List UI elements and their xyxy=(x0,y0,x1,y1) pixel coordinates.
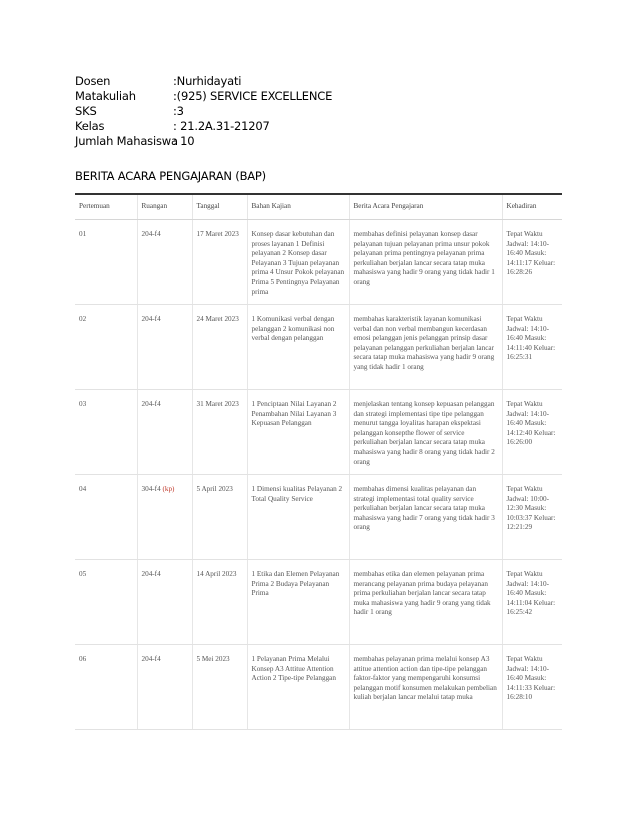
matakuliah-row xyxy=(75,89,332,104)
matakuliah-value: :(925) SERVICE EXCELLENCE xyxy=(173,89,333,103)
sks-label: SKS xyxy=(75,104,97,118)
cell-bahan-kajian: 1 Dimensi kualitas Pelayanan 2 Total Quality Service xyxy=(247,475,349,560)
ruangan-value: 204-f4 xyxy=(141,570,161,578)
kelas-row xyxy=(75,119,332,134)
cell-pertemuan: 05 xyxy=(75,560,137,645)
ruangan-value: 204-f4 xyxy=(141,230,161,238)
cell-kehadiran: Tepat Waktu Jadwal: 14:10-16:40 Masuk: 14:11:33 Keluar: 16:28:10 xyxy=(502,645,562,730)
dosen-value: :Nurhidayati xyxy=(173,74,242,88)
cell-kehadiran: Tepat Waktu Jadwal: 14:10-16:40 Masuk: 14:12:40 Keluar: 16:26:00 xyxy=(502,390,562,475)
matakuliah-label: Matakuliah xyxy=(75,89,136,103)
dosen-row xyxy=(75,74,332,89)
kelas-value: : 21.2A.31-21207 xyxy=(173,119,270,133)
cell-ruangan xyxy=(137,305,192,390)
cell-kehadiran: Tepat Waktu Jadwal: 14:10-16:40 Masuk: 14:11:40 Keluar: 16:25:31 xyxy=(502,305,562,390)
cell-pertemuan: 03 xyxy=(75,390,137,475)
cell-tanggal: 24 Maret 2023 xyxy=(192,305,247,390)
cell-tanggal: 17 Maret 2023 xyxy=(192,220,247,305)
cell-berita-acara: membahas karakteristik layanan komunikasi verbal dan non verbal membangun kecerdasan emosi pelanggan jenis pelanggan prinsip dasar pelayanan pelanggan perkuliahan berjalan lancar secara tatap muka mahasiswa yang hadir 9 orang yang tidak hadir 1 orang xyxy=(349,305,502,390)
table-row xyxy=(75,305,562,390)
bap-table xyxy=(75,193,562,730)
cell-pertemuan: 01 xyxy=(75,220,137,305)
table-row xyxy=(75,220,562,305)
ruangan-value: 204-f4 xyxy=(141,315,161,323)
ruangan-value: 204-f4 xyxy=(141,400,161,408)
jumlah-mahasiswa-row xyxy=(75,134,332,149)
cell-pertemuan: 02 xyxy=(75,305,137,390)
sks-row xyxy=(75,104,332,119)
table-header-row xyxy=(75,194,562,220)
cell-pertemuan: 04 xyxy=(75,475,137,560)
cell-kehadiran: Tepat Waktu Jadwal: 14:10-16:40 Masuk: 14:11:04 Keluar: 16:25:42 xyxy=(502,560,562,645)
cell-tanggal: 14 April 2023 xyxy=(192,560,247,645)
column-header-ruangan: Ruangan xyxy=(137,194,192,220)
table-row xyxy=(75,475,562,560)
cell-bahan-kajian: 1 Komunikasi verbal dengan pelanggan 2 komunikasi non verbal dengan pelanggan xyxy=(247,305,349,390)
table-row xyxy=(75,645,562,730)
sks-value: :3 xyxy=(173,104,184,118)
cell-bahan-kajian: 1 Pelayanan Prima Melalui Konsep A3 Attitue Attention Action 2 Tipe-tipe Pelanggan xyxy=(247,645,349,730)
ruangan-value: 304-f4 xyxy=(141,485,161,493)
cell-ruangan xyxy=(137,220,192,305)
dosen-label: Dosen xyxy=(75,74,111,88)
cell-tanggal: 31 Maret 2023 xyxy=(192,390,247,475)
cell-bahan-kajian: 1 Etika dan Elemen Pelayanan Prima 2 Budaya Pelayanan Prima xyxy=(247,560,349,645)
cell-tanggal: 5 Mei 2023 xyxy=(192,645,247,730)
section-title: BERITA ACARA PENGAJARAN (BAP) xyxy=(75,169,266,183)
ruangan-value: 204-f4 xyxy=(141,655,161,663)
course-info xyxy=(75,74,332,149)
jumlah-mahasiswa-value: : 10 xyxy=(173,134,195,148)
cell-pertemuan: 06 xyxy=(75,645,137,730)
cell-berita-acara: membahas definisi pelayanan konsep dasar pelayanan tujuan pelayanan prima unsur pokok pelayanan prima pentingnya pelayanan prima perkuliahan berjalan lancar secara tatap muka mahasiswa yang hadir 9 orang yang tidak hadir 1 orang xyxy=(349,220,502,305)
column-header-kehadiran: Kehadiran xyxy=(502,194,562,220)
column-header-bahan-kajian: Bahan Kajian xyxy=(247,194,349,220)
cell-ruangan xyxy=(137,390,192,475)
column-header-pertemuan: Pertemuan xyxy=(75,194,137,220)
column-header-tanggal: Tanggal xyxy=(192,194,247,220)
ruangan-note: (kp) xyxy=(162,485,175,493)
table-row xyxy=(75,390,562,475)
kelas-label: Kelas xyxy=(75,119,105,133)
cell-ruangan xyxy=(137,475,192,560)
cell-berita-acara: menjelaskan tentang konsep kepuasan pelanggan dan strategi implementasi tipe tipe pelanggan menurut tangga loyalitas harapan ekspektasi pelanggan konsepthe flower of service perkuliahan berjalan lancar secara tatap muka mahasiswa yang hadir 8 orang yang tidak hadir 2 orang xyxy=(349,390,502,475)
cell-kehadiran: Tepat Waktu Jadwal: 10:00-12:30 Masuk: 10:03:37 Keluar: 12:21:29 xyxy=(502,475,562,560)
cell-kehadiran: Tepat Waktu Jadwal: 14:10-16:40 Masuk: 14:11:17 Keluar: 16:28:26 xyxy=(502,220,562,305)
cell-ruangan xyxy=(137,645,192,730)
column-header-berita-acara: Berita Acara Pengajaran xyxy=(349,194,502,220)
cell-ruangan xyxy=(137,560,192,645)
cell-bahan-kajian: 1 Penciptaan Nilai Layanan 2 Penambahan Nilai Layanan 3 Kepuasan Pelanggan xyxy=(247,390,349,475)
table-row xyxy=(75,560,562,645)
cell-berita-acara: membahas pelayanan prima melalui konsep A3 attitue attention action dan tipe-tipe pelanggan faktor-faktor yang mempengaruhi konsumsi pelanggan motif konsumen melakukan pembelian kuliah berjalan lancar melalui tatap muka xyxy=(349,645,502,730)
cell-bahan-kajian: Konsep dasar kebutuhan dan proses layanan 1 Definisi pelayanan 2 Konsep dasar Pelayanan 3 Tujuan pelayanan prima 4 Unsur Pokok pelayanan Prima 5 Pentingnya Pelayanan prima xyxy=(247,220,349,305)
cell-berita-acara: membahas dimensi kualitas pelayanan dan strategi implementasi total quality service perkuliahan berjalan lancar secara tatap muka mahasiswa yang hadir 7 orang yang tidak hadir 3 orang xyxy=(349,475,502,560)
jumlah-mahasiswa-label: Jumlah Mahasiswa xyxy=(75,134,178,148)
cell-berita-acara: membahas etika dan elemen pelayanan prima merancang pelayanan prima budaya pelayanan prima perkuliahan berjalan lancar secara tatap muka mahasiswa yang hadir 9 orang yang tidak hadir 1 orang xyxy=(349,560,502,645)
cell-tanggal: 5 April 2023 xyxy=(192,475,247,560)
